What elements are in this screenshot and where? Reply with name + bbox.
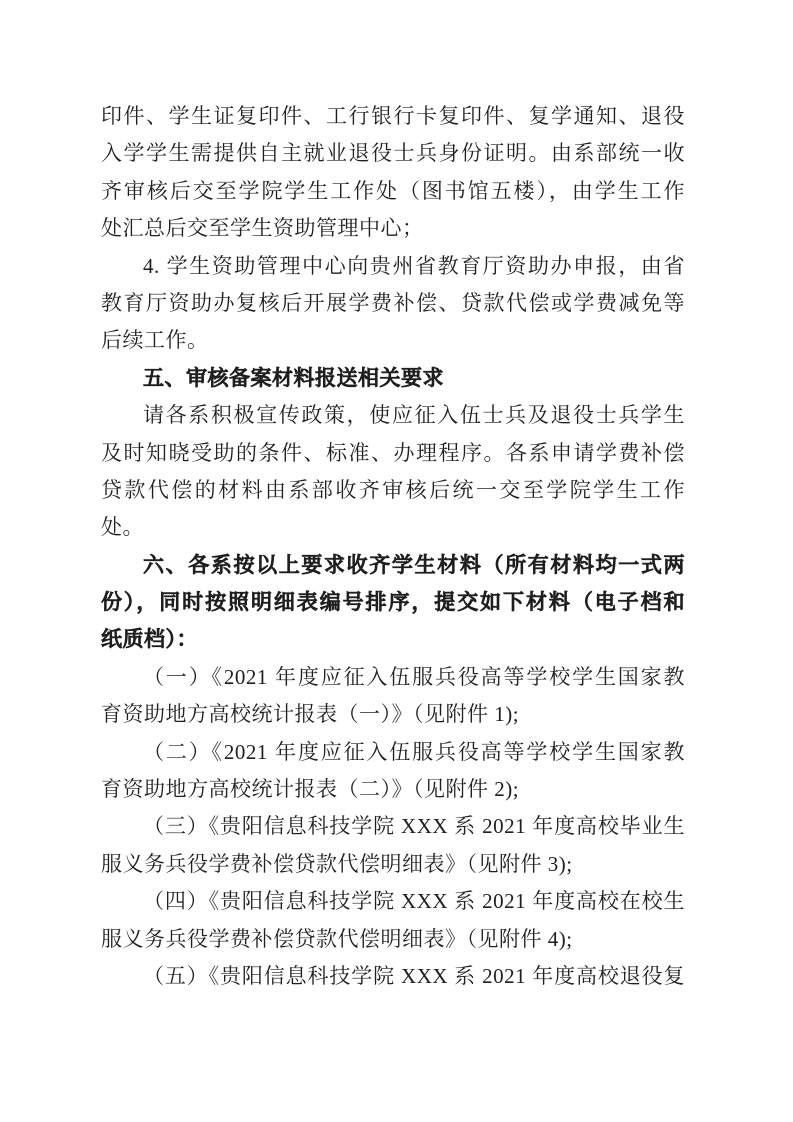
body-paragraph — [101, 98, 685, 248]
body-paragraph — [101, 808, 685, 883]
text-line: 处。 — [101, 515, 144, 540]
body-paragraph — [101, 958, 685, 995]
body-paragraph — [101, 734, 685, 809]
text-line: 育资助地方高校统计报表（一）》（见附件 1); — [101, 702, 520, 727]
text-line: 服义务兵役学费补偿贷款代偿明细表》（见附件 3); — [101, 851, 573, 876]
text-line: （三）《贵阳信息科技学院 XXX 系 2021 年度高校毕业生 — [143, 814, 685, 839]
text-line: 贷款代偿的材料由系部收齐审核后统一交至学院学生工作 — [101, 477, 685, 502]
text-line: 及时知晓受助的条件、标准、办理程序。各系申请学费补偿 — [101, 440, 685, 465]
document-text-block — [101, 98, 685, 995]
body-paragraph — [101, 248, 685, 360]
text-line: 份），同时按照明细表编号排序，提交如下材料（电子档和 — [101, 590, 685, 615]
text-line: 纸质档）： — [101, 627, 198, 652]
text-line: 4. 学生资助管理中心向贵州省教育厅资助办申报，由省 — [143, 253, 685, 278]
heading-paragraph — [101, 547, 685, 659]
text-line: 入学学生需提供自主就业退役士兵身份证明。由系部统一收 — [101, 141, 685, 166]
text-line: 齐审核后交至学院学生工作处（图书馆五楼），由学生工作 — [101, 178, 685, 203]
text-line: 育资助地方高校统计报表（二）》（见附件 2); — [101, 777, 520, 802]
body-paragraph — [101, 397, 685, 547]
text-line: 印件、学生证复印件、工行银行卡复印件、复学通知、退役 — [101, 104, 685, 128]
body-paragraph — [101, 659, 685, 734]
text-line: 教育厅资助办复核后开展学费补偿、贷款代偿或学费减免等 — [101, 290, 685, 315]
heading-paragraph — [101, 360, 685, 397]
text-line: （二）《2021 年度应征入伍服兵役高等学校学生国家教 — [143, 739, 685, 764]
text-line: （四）《贵阳信息科技学院 XXX 系 2021 年度高校在校生 — [143, 889, 685, 914]
text-line: 五、审核备案材料报送相关要求 — [143, 365, 444, 390]
text-line: 请各系积极宣传政策，使应征入伍士兵及退役士兵学生 — [143, 403, 685, 428]
text-line: 服义务兵役学费补偿贷款代偿明细表》（见附件 4); — [101, 926, 573, 951]
text-line: 后续工作。 — [101, 328, 209, 353]
text-line: （五）《贵阳信息科技学院 XXX 系 2021 年度高校退役复 — [143, 963, 685, 988]
text-line: （一）《2021 年度应征入伍服兵役高等学校学生国家教 — [143, 664, 685, 689]
body-paragraph — [101, 883, 685, 958]
text-line: 六、各系按以上要求收齐学生材料（所有材料均一式两 — [143, 552, 685, 577]
text-line: 处汇总后交至学生资助管理中心； — [101, 216, 424, 241]
